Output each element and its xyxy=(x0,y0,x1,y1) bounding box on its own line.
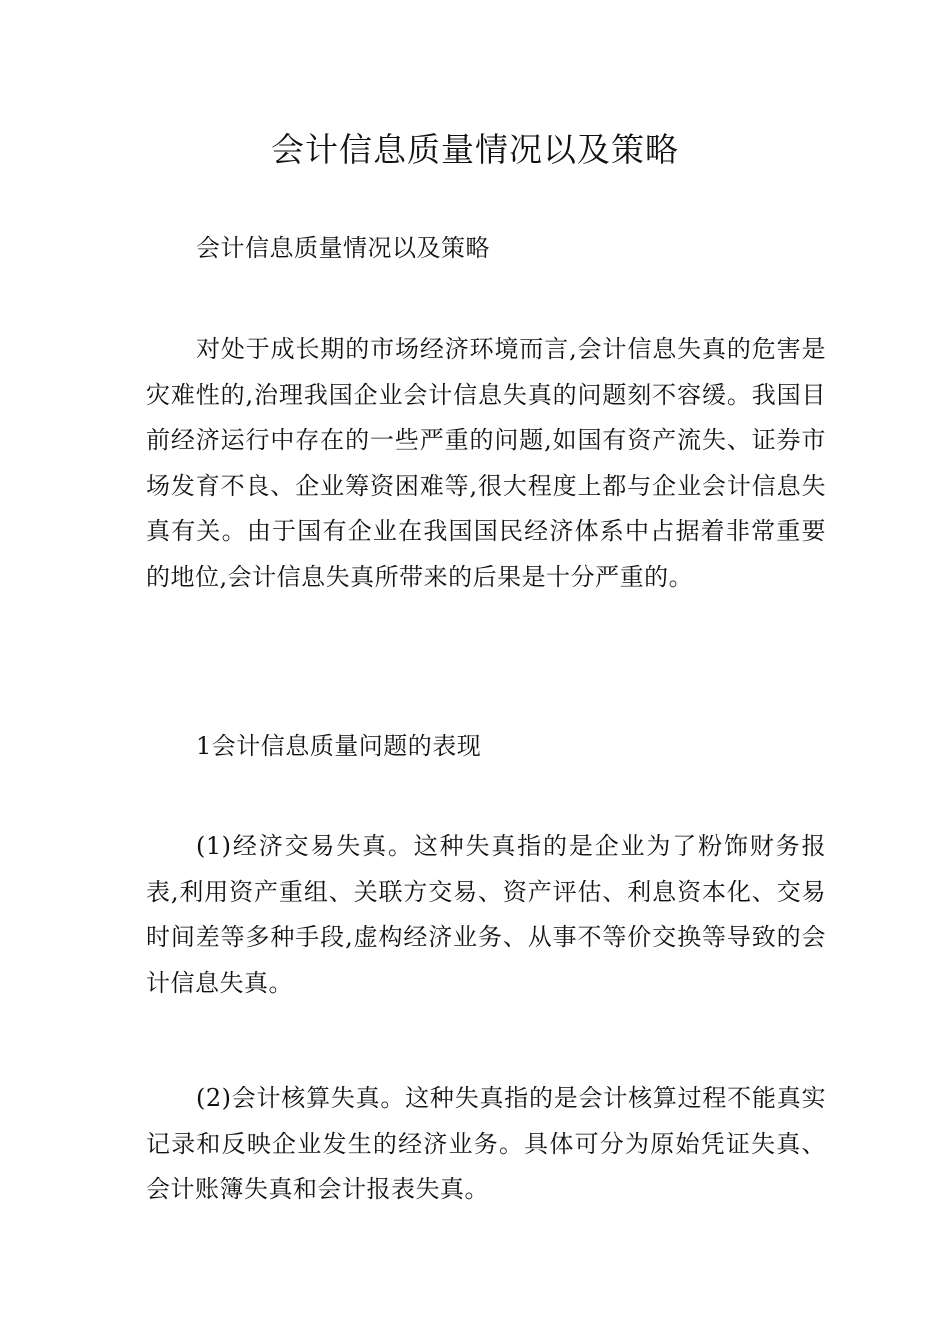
document-title: 会计信息质量情况以及策略 xyxy=(271,130,679,169)
intro-paragraph: 对处于成长期的市场经济环境而言,会计信息失真的危害是灾难性的,治理我国企业会计信息失真的问题刻不容缓。我国目前经济运行中存在的一些严重的问题,如国有资产流失、证券市场发育不良、企业筹资困难等,很大程度上都与企业会计信息失真有关。由于国有企业在我国国民经济体系中占据着非常重要的地位,会计信息失真所带来的后果是十分严重的。 xyxy=(146,335,826,591)
paragraph-item-2: (2)会计核算失真。这种失真指的是会计核算过程不能真实记录和反映企业发生的经济业务。具体可分为原始凭证失真、会计账簿失真和会计报表失真。 xyxy=(146,1084,826,1203)
paragraph-item-1: (1)经济交易失真。这种失真指的是企业为了粉饰财务报表,利用资产重组、关联方交易、资产评估、利息资本化、交易时间差等多种手段,虚构经济业务、从事不等价交换等导致的会计信息失真。 xyxy=(146,832,826,997)
section-heading: 1会计信息质量问题的表现 xyxy=(196,732,482,760)
document-subtitle: 会计信息质量情况以及策略 xyxy=(196,234,490,262)
